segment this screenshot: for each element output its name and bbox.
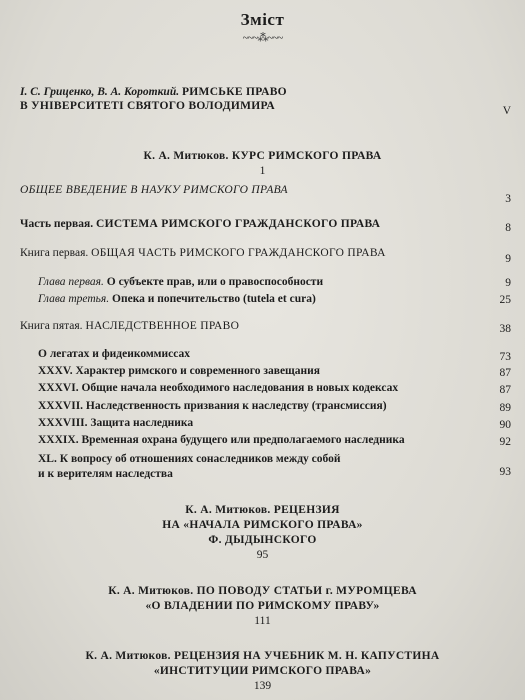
toc-entry-page: 93 (499, 466, 511, 478)
review1-line3: Ф. ДЫДЫНСКОГО (208, 534, 317, 546)
toc-entry-page: 38 (499, 323, 511, 335)
toc-entry-book-five: Книга пятая. НАСЛЕДСТВЕННОЕ ПРАВО (20, 320, 240, 332)
toc-entry-page: 3 (505, 193, 511, 205)
title-ornament: ~~~⁂~~~ (242, 32, 283, 44)
toc-entry-xxxvii: XXXVII. Наследственность призвания к наследству (трансмиссия) (38, 400, 387, 412)
intro-authors: І. С. Гриценко, В. А. Короткий. (20, 86, 180, 98)
article-line2: «О ВЛАДЕНИИ ПО РИМСКОМУ ПРАВУ» (145, 600, 380, 612)
toc-entry-xl-line2: и к верителям наследства (38, 468, 173, 480)
toc-entry-page: 87 (499, 384, 511, 396)
intro-page: V (502, 105, 511, 117)
toc-entry-page: 89 (499, 402, 511, 414)
toc-entry-page: 87 (499, 367, 511, 379)
toc-entry-introduction: ОБЩЕЕ ВВЕДЕНИЕ В НАУКУ РИМСКОГО ПРАВА (20, 184, 288, 196)
toc-entry-page: 90 (499, 419, 511, 431)
course-heading: К. А. Митюков. КУРС РИМСКОГО ПРАВА (143, 150, 382, 162)
intro-title-line1: РИМСЬКЕ ПРАВО (181, 86, 287, 98)
toc-entry-book-one: Книга первая. ОБЩАЯ ЧАСТЬ РИМСКОГО ГРАЖДАНСКОГО ПРАВА (20, 247, 386, 259)
toc-entry-chapter-three: Глава третья. Опека и попечительство (tutela et cura) (38, 293, 316, 305)
toc-entry-page: 8 (505, 222, 511, 234)
course-page: 1 (259, 165, 266, 177)
toc-entry-page: 9 (505, 277, 511, 289)
article-page: 111 (254, 615, 271, 627)
review1-line2: НА «НАЧАЛА РИМСКОГО ПРАВА» (162, 519, 363, 531)
article-line1: К. А. Митюков. ПО ПОВОДУ СТАТЬИ г. МУРОМЦЕВА (108, 585, 417, 597)
review1-line1: К. А. Митюков. РЕЦЕНЗИЯ (185, 504, 340, 516)
toc-entry-xxxix: XXXIX. Временная охрана будущего или предполагаемого наследника (38, 434, 405, 446)
review1-page: 95 (256, 549, 269, 561)
toc-entry-page: 25 (499, 294, 511, 306)
toc-entry-page: 73 (499, 351, 511, 363)
review2-line1: К. А. Митюков. РЕЦЕНЗИЯ НА УЧЕБНИК М. Н. КАПУСТИНА (85, 650, 440, 662)
toc-entry-xl: XL. К вопросу об отношениях сонаследников между собой (38, 453, 341, 465)
toc-entry-chapter-one: Глава первая. О субъекте прав, или о правоспособности (38, 276, 324, 288)
toc-entry-xxxv: XXXV. Характер римского и современного завещания (38, 365, 320, 377)
review2-line2: «ИНСТИТУЦИИ РИМСКОГО ПРАВА» (153, 665, 372, 677)
toc-entry-intro-line1 (20, 86, 287, 98)
toc-entry-part-one: Часть первая. СИСТЕМА РИМСКОГО ГРАЖДАНСКОГО ПРАВА (20, 218, 381, 230)
toc-entry-page: 92 (499, 436, 511, 448)
toc-entry-xxxviii: XXXVIII. Защита наследника (38, 417, 194, 429)
intro-title-line2: В УНІВЕРСИТЕТІ СВЯТОГО ВОЛОДИМИРА (20, 100, 275, 112)
review2-page: 139 (253, 680, 272, 692)
toc-entry-page: 9 (505, 253, 511, 265)
toc-entry-legates: О легатах и фидеикоммиссах (38, 348, 190, 360)
page-title: Зміст (240, 10, 285, 29)
toc-entry-xxxvi: XXXVI. Общие начала необходимого наследования в новых кодексах (38, 382, 399, 394)
